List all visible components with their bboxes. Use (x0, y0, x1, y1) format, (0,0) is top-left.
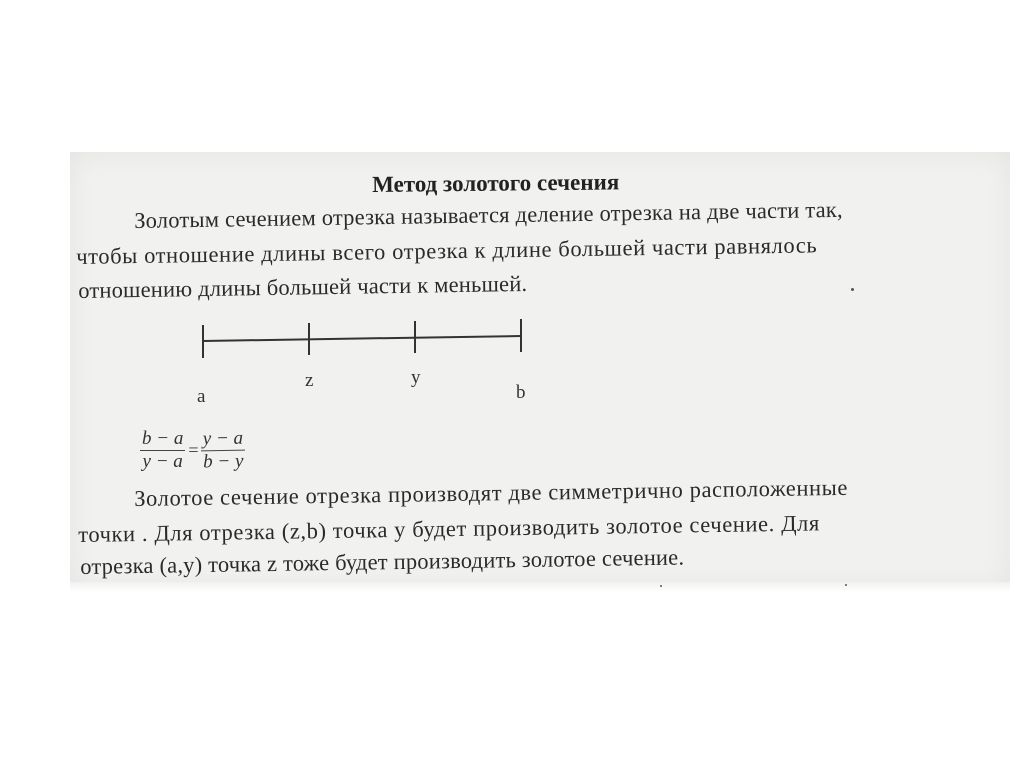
paragraph-2-line-1: Золотое сечение отрезка производят две симметрично расположенные (134, 474, 849, 511)
scan-noise-dot (851, 288, 854, 291)
fraction-right (201, 428, 246, 474)
equals-sign: = (188, 440, 199, 460)
point-label-a: a (197, 386, 206, 407)
paragraph-1-line-2: чтобы отношение длины всего отрезка к длине большей части равнялось (76, 232, 818, 269)
point-label-b: b (516, 382, 526, 403)
point-label-y: y (411, 367, 421, 388)
fraction-right-numerator: y − a (201, 428, 246, 452)
paragraph-2-line-3: отрезка (a,y) точка z тоже будет производить золотое сечение. (80, 544, 685, 579)
fraction-right-denominator: b − y (203, 450, 245, 473)
fraction-left-numerator: b − a (142, 428, 184, 449)
paragraph-1-line-3: отношению длины большей части к меньшей. (78, 270, 528, 303)
segment-line (203, 336, 521, 341)
paragraph-1-line-1: Золотым сечением отрезка называется деление отрезка на две части так, (134, 196, 843, 233)
golden-ratio-formula (140, 428, 246, 473)
fraction-left (140, 428, 185, 473)
scan-edge (70, 582, 1010, 592)
segment-diagram (190, 310, 540, 370)
scan-noise-dot (660, 585, 662, 587)
scan-noise-dot (845, 584, 847, 586)
fraction-left-denominator: y − a (142, 451, 183, 472)
paragraph-2-line-2: точки . Для отрезка (z,b) точка y будет производить золотое сечение. Для (78, 510, 821, 547)
point-label-z: z (305, 370, 314, 391)
document-title: Метод золотого сечения (372, 169, 620, 197)
